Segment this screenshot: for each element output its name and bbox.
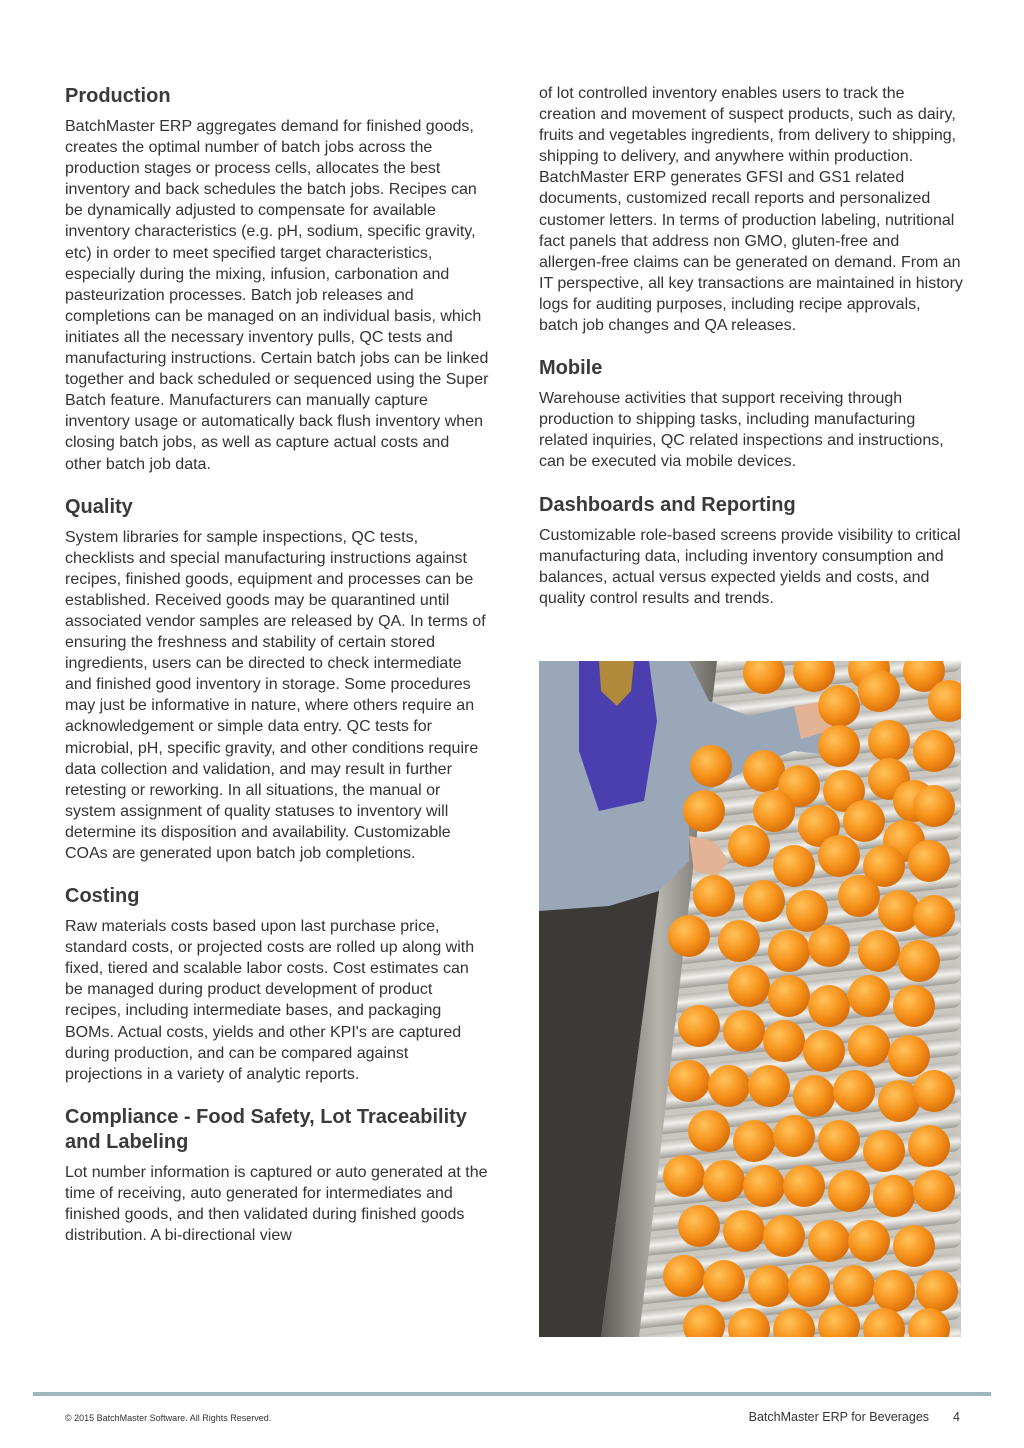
orange-fruit xyxy=(833,1070,875,1112)
orange-fruit xyxy=(858,930,900,972)
footer-doc-title: BatchMaster ERP for Beverages xyxy=(748,1410,930,1424)
orange-fruit xyxy=(768,975,810,1017)
section-heading: Costing xyxy=(65,885,140,908)
page-number: 4 xyxy=(953,1410,960,1424)
orange-fruit xyxy=(773,1115,815,1157)
orange-fruit xyxy=(663,1255,705,1297)
orange-fruit xyxy=(803,1030,845,1072)
orange-fruit xyxy=(916,1270,958,1312)
orange-fruit xyxy=(848,1220,890,1262)
orange-fruit xyxy=(868,720,910,762)
orange-fruit xyxy=(678,1205,720,1247)
orange-fruit xyxy=(828,1170,870,1212)
orange-fruit xyxy=(748,1065,790,1107)
orange-fruit xyxy=(733,1120,775,1162)
orange-fruit xyxy=(848,1025,890,1067)
orange-fruit xyxy=(753,790,795,832)
orange-fruit xyxy=(793,1075,835,1117)
orange-fruit xyxy=(913,895,955,937)
orange-fruit xyxy=(708,1065,750,1107)
orange-fruit xyxy=(763,1215,805,1257)
section-heading: Production xyxy=(65,85,171,107)
section-body: Warehouse activities that support receiving through production to shipping tasks, including manufacturing related inquiries, QC related inspections and instructions, can be executed via mobile devices. xyxy=(539,390,944,471)
orange-fruit xyxy=(893,985,935,1027)
section-mobile xyxy=(539,356,963,472)
section-dashboards xyxy=(539,493,963,609)
orange-fruit xyxy=(723,1010,765,1052)
orange-fruit xyxy=(873,1270,915,1312)
section-body: Customizable role-based screens provide visibility to critical manufacturing data, including inventory consumption and balances, actual versus expected yields and costs, and quality control results and trends. xyxy=(539,526,961,607)
orange-fruit xyxy=(913,785,955,827)
oranges-conveyor-photo xyxy=(539,661,961,1337)
orange-fruit xyxy=(863,1130,905,1172)
section-body: Lot number information is captured or auto generated at the time of receiving, auto generated for intermediates and finished goods, and then validated during finished goods distribution. A bi-directional view xyxy=(65,1163,488,1245)
section-body: System libraries for sample inspections, QC tests, checklists and special manufacturing instructions against recipes, finished goods, equipment and processes can be established. Received goods may be quarantined until associated vendor samples are released by QA. In terms of ensuring the freshness and stability of certain stored ingredients, users can be directed to check intermediate and finished good inventory in storage. Some procedures may just be informative in nature, where others require an acknowledgement or simple data entry. QC tests for microbial, pH, specific gravity, and other conditions require data collection and validation, and may result in further retesting or reworking. In all situations, the manual or system assignment of quality statuses to inventory will determine its disposition and availability. Customizable COAs are generated upon batch job completions. xyxy=(65,528,486,862)
orange-fruit xyxy=(703,1260,745,1302)
footer-title-block xyxy=(749,1410,960,1424)
orange-fruit xyxy=(743,880,785,922)
orange-fruit xyxy=(786,890,828,932)
orange-fruit xyxy=(690,745,732,787)
orange-fruit xyxy=(858,670,900,712)
photo-illustration xyxy=(539,661,961,1337)
orange-fruit xyxy=(768,930,810,972)
orange-fruit xyxy=(743,1165,785,1207)
orange-fruit xyxy=(668,1060,710,1102)
orange-fruit xyxy=(843,800,885,842)
section-compliance-continued xyxy=(539,83,963,336)
orange-fruit xyxy=(728,825,770,867)
section-heading: Mobile xyxy=(539,357,603,380)
orange-fruit xyxy=(893,1225,935,1267)
orange-fruit xyxy=(693,875,735,917)
orange-fruit xyxy=(678,1005,720,1047)
section-heading: Compliance - Food Safety, Lot Traceability and Labeling xyxy=(65,1105,467,1153)
orange-fruit xyxy=(723,1210,765,1252)
section-body: BatchMaster ERP aggregates demand for finished goods, creates the optimal number of batch jobs across the production stages or process cells, allocates the best inventory and back schedules the batch jobs. Recipes can be dynamically adjusted to compensate for available inventory characteristics (e.g. pH, sodium, specific gravity, etc) in order to meet specified target characteristics, especially during the mixing, infusion, carbonation and pasteurization processes. Batch job releases and completions can be managed on an individual basis, which initiates all the necessary inventory pulls, QC tests and manufacturing instructions. Certain batch jobs can be linked together and back scheduled or sequenced using the Super Batch feature. Manufacturers can manually capture inventory usage or automatically back flush inventory when closing batch jobs, as well as capture actual costs and other batch job data. xyxy=(65,118,489,473)
orange-fruit xyxy=(663,1155,705,1197)
section-body: Raw materials costs based upon last purchase price, standard costs, or projected costs are rolled up along with fixed, tiered and scalable labor costs. Cost estimates can be managed during product development of product recipes, including intermediate bases, and packaging BOMs. Actual costs, yields and other KPI's are captured during production, and can be compared against projections in a variety of analytic reports. xyxy=(65,918,475,1083)
footer-rule xyxy=(33,1392,991,1396)
orange-fruit xyxy=(908,840,950,882)
section-heading: Quality xyxy=(65,495,133,518)
orange-fruit xyxy=(888,1035,930,1077)
continuation-text: of lot controlled inventory enables users to track the creation and movement of suspect products, such as dairy, fruits and vegetables ingredients, from delivery to shipping, shipping to delivery, and anywhere within production. BatchMaster ERP generates GFSI and GS1 related documents, customized recall reports and personalized customer letters. In terms of production labeling, nutritional fact panels that address non GMO, gluten-free and allergen-free claims can be generated on demand. From an IT perspective, all key transactions are maintained in history logs for auditing purposes, including recipe approvals, batch job changes and QA releases. xyxy=(539,85,963,335)
right-column xyxy=(539,83,963,629)
orange-fruit xyxy=(833,1265,875,1307)
orange-fruit xyxy=(848,975,890,1017)
section-heading: Dashboards and Reporting xyxy=(539,493,796,516)
orange-fruit xyxy=(703,1160,745,1202)
orange-fruit xyxy=(748,1265,790,1307)
orange-fruit xyxy=(763,1020,805,1062)
left-column xyxy=(65,84,489,1266)
orange-fruit xyxy=(913,1170,955,1212)
orange-fruit xyxy=(913,1070,955,1112)
orange-fruit xyxy=(783,1165,825,1207)
section-costing xyxy=(65,884,489,1085)
orange-fruit xyxy=(838,875,880,917)
orange-fruit xyxy=(808,925,850,967)
orange-fruit xyxy=(728,965,770,1007)
orange-fruit xyxy=(808,985,850,1027)
orange-fruit xyxy=(908,1125,950,1167)
footer-copyright: © 2015 BatchMaster Software. All Rights Reserved. xyxy=(65,1413,272,1423)
orange-fruit xyxy=(788,1265,830,1307)
orange-fruit xyxy=(683,790,725,832)
orange-fruit xyxy=(718,920,760,962)
orange-fruit xyxy=(668,915,710,957)
section-production xyxy=(65,84,489,475)
orange-fruit xyxy=(688,1110,730,1152)
orange-fruit xyxy=(818,835,860,877)
orange-fruit xyxy=(913,730,955,772)
orange-fruit xyxy=(818,725,860,767)
orange-fruit xyxy=(873,1175,915,1217)
orange-fruit xyxy=(818,1120,860,1162)
section-quality xyxy=(65,495,489,865)
orange-fruit xyxy=(808,1220,850,1262)
orange-fruit xyxy=(818,685,860,727)
orange-fruit xyxy=(898,940,940,982)
section-compliance xyxy=(65,1105,489,1246)
orange-fruit xyxy=(773,845,815,887)
